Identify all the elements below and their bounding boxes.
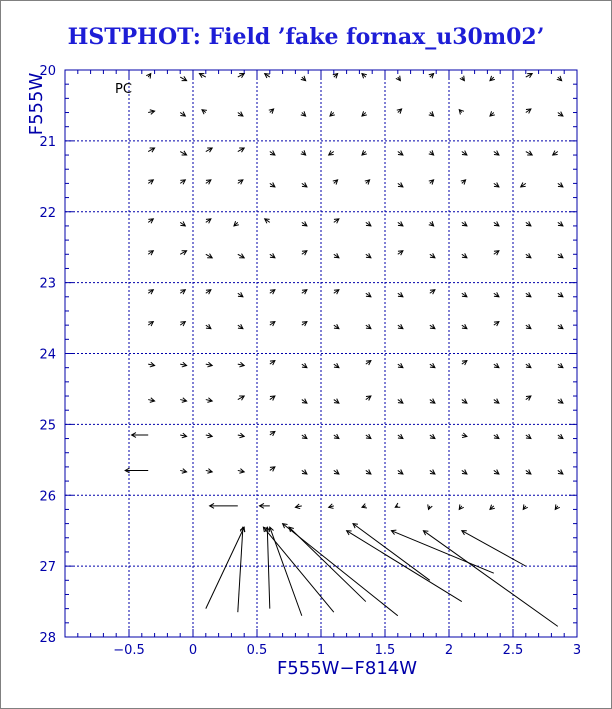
- y-tick-label: 26: [39, 489, 56, 505]
- y-axis-label: F555W: [26, 72, 47, 136]
- y-tick-label: 24: [39, 347, 56, 363]
- x-tick-label: 0: [188, 643, 198, 658]
- y-tick-label: 23: [39, 276, 56, 292]
- y-tick-label: 25: [39, 418, 56, 434]
- x-tick-label: −0.5: [113, 643, 145, 658]
- y-tick-label: 28: [39, 631, 56, 646]
- y-tick-label: 22: [39, 205, 56, 221]
- y-tick-label: 20: [39, 64, 56, 79]
- x-tick-label: 0.5: [246, 643, 268, 658]
- y-tick-label: 21: [39, 134, 56, 150]
- x-tick-label: 1: [316, 643, 326, 658]
- panel-label: PC: [115, 82, 132, 97]
- x-axis-label: F555W−F814W: [276, 658, 418, 679]
- x-tick-label: 1.5: [374, 643, 396, 658]
- chart-title: HSTPHOT: Field ’fake fornax_u30m02’: [67, 24, 545, 50]
- x-tick-label: 2.5: [502, 643, 524, 658]
- x-tick-label: 3: [572, 643, 582, 658]
- x-tick-label: 2: [444, 643, 454, 658]
- y-tick-label: 27: [39, 560, 56, 576]
- outer-border: [1, 1, 612, 709]
